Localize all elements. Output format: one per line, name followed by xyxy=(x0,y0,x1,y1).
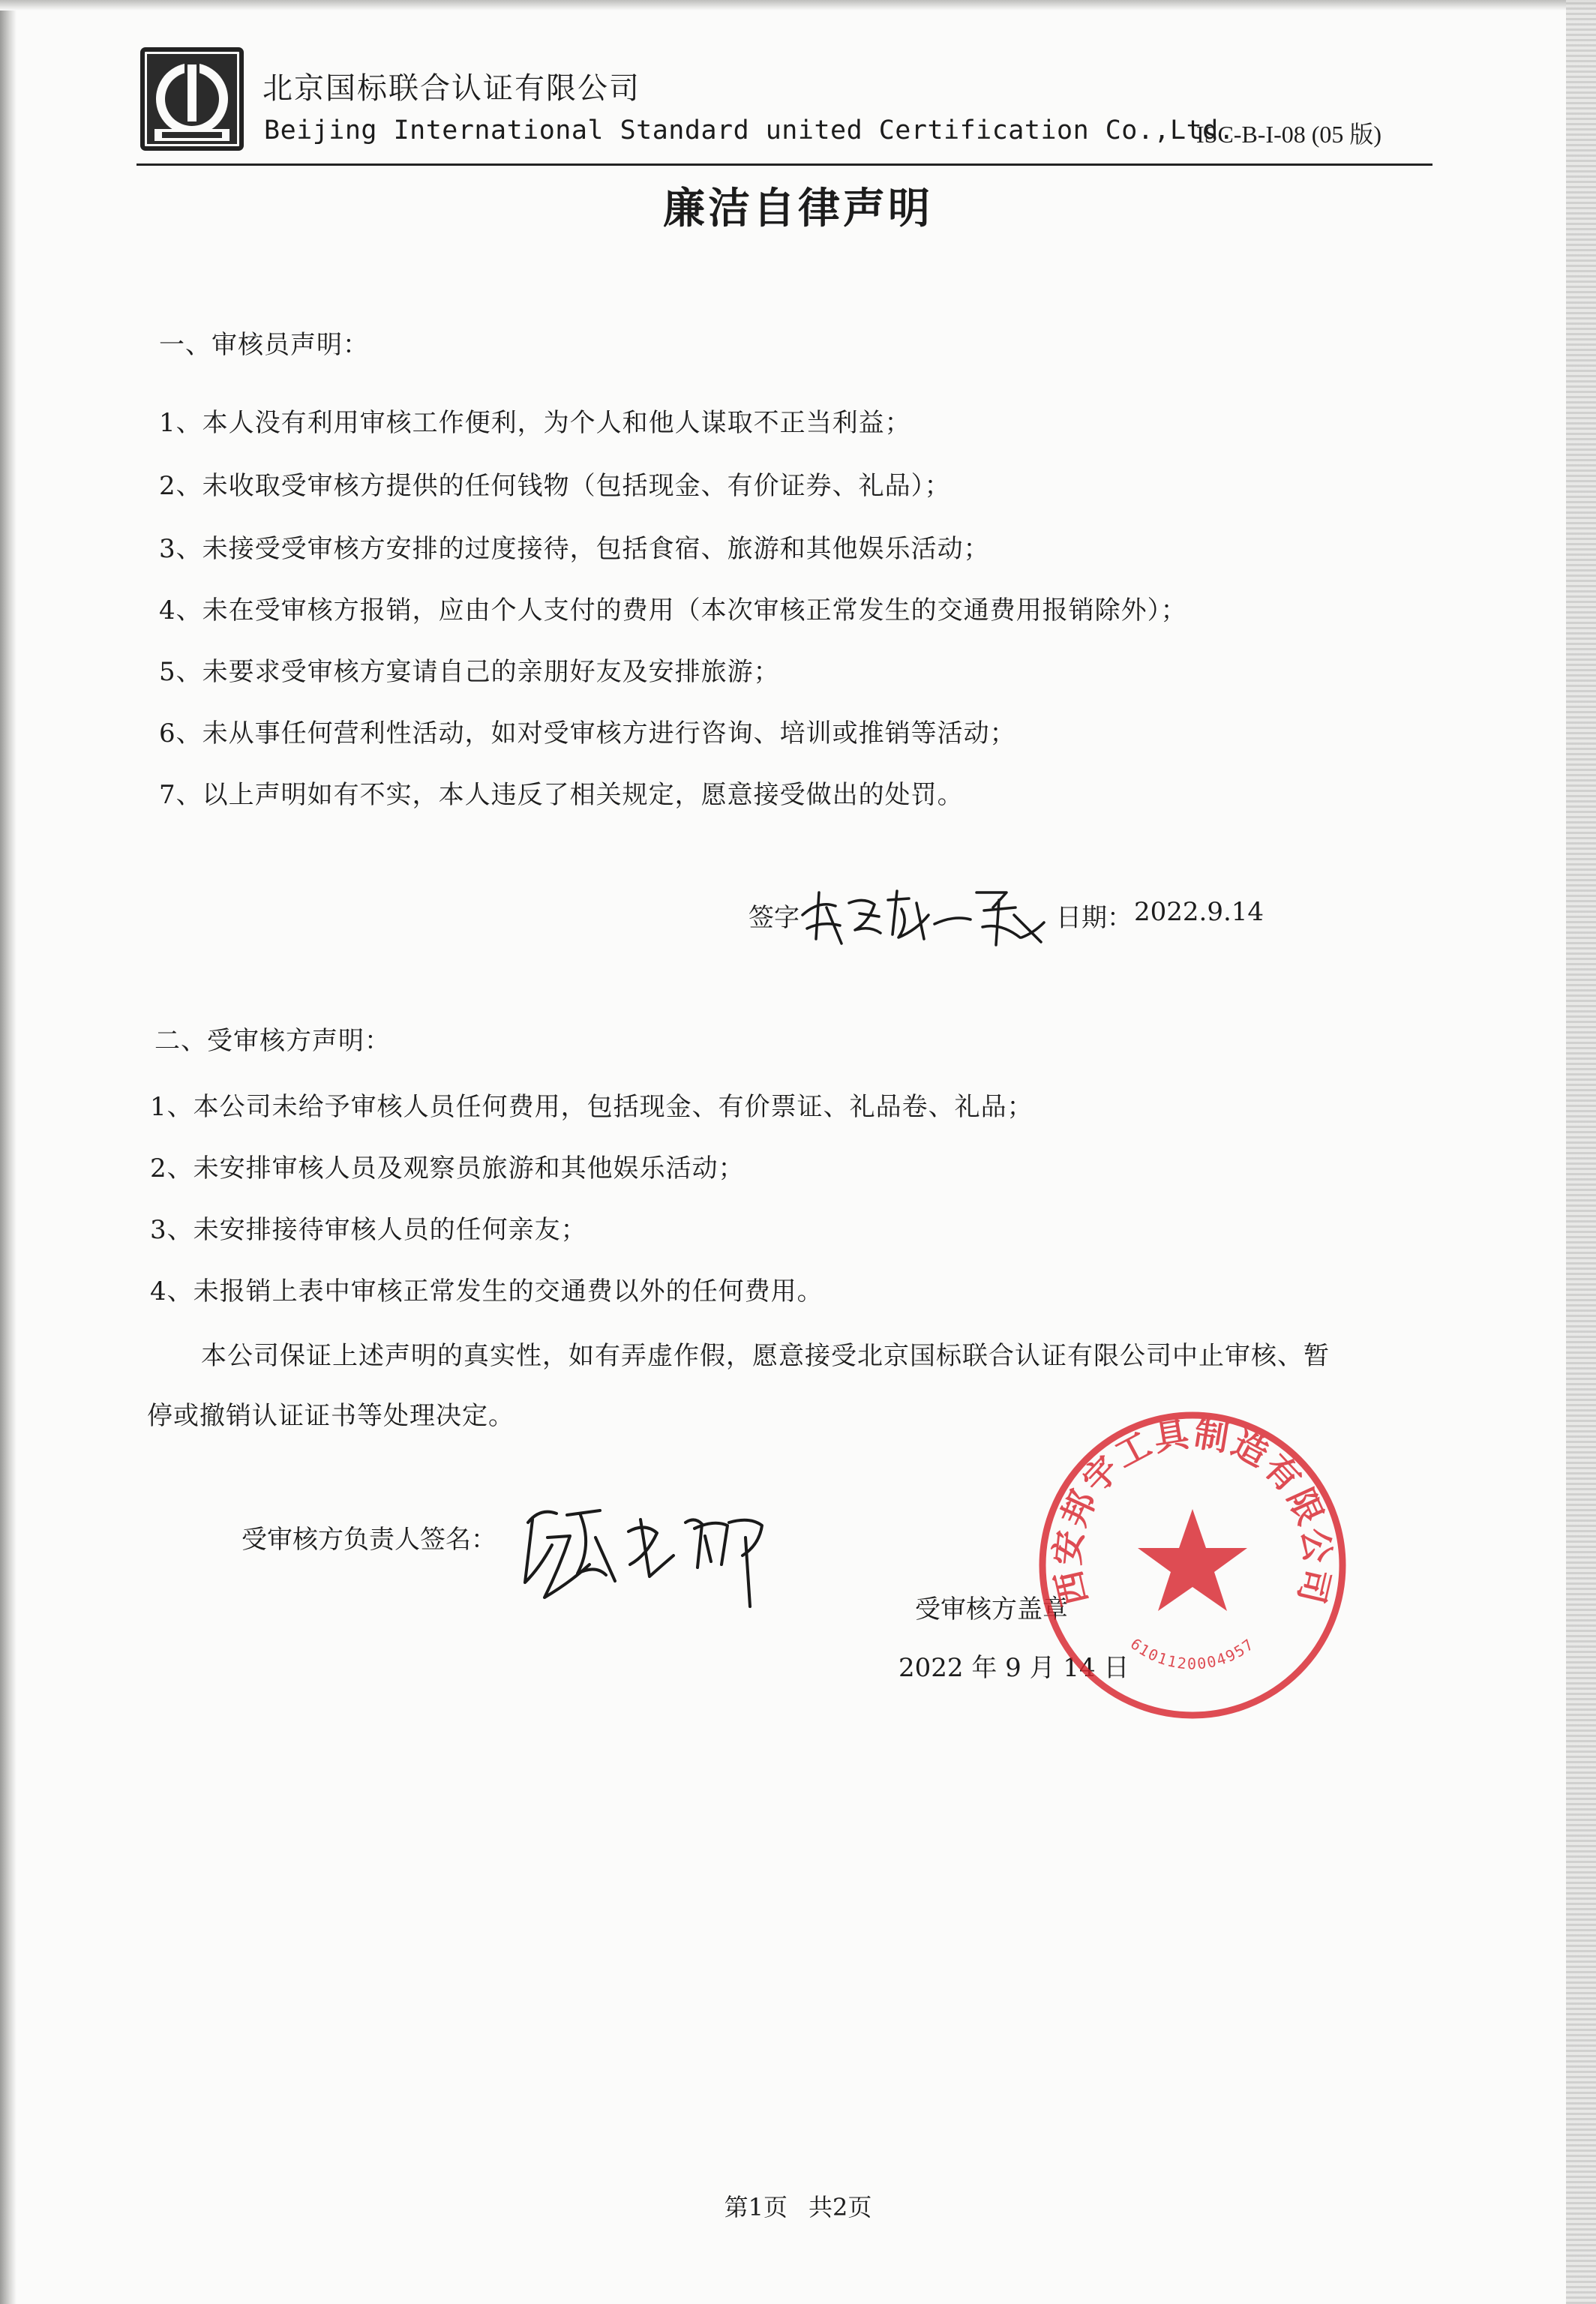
company-name-cn: 北京国标联合认证有限公司 xyxy=(262,71,640,106)
auditor-item: 5、未要求受审核方宴请自己的亲朋好友及安排旅游； xyxy=(159,657,780,687)
scan-edge-top xyxy=(0,0,1596,10)
company-name-en: Beijing International Standard united Certification Co.,Ltd. xyxy=(264,116,1235,146)
company-logo-icon xyxy=(140,46,244,152)
auditor-heading: 一、审核员声明： xyxy=(159,330,369,360)
seal-company-name: 西安邦宇工具制造有限公司 xyxy=(1046,1413,1339,1610)
svg-text:6101120004957 xyxy=(1127,1635,1258,1673)
auditee-heading: 二、受审核方声明： xyxy=(154,1026,391,1056)
scan-edge-left xyxy=(0,0,16,2304)
auditee-item: 1、本公司未给予审核人员任何费用，包括现金、有价票证、礼品卷、礼品； xyxy=(150,1092,1034,1122)
company-seal xyxy=(1031,1404,1354,1726)
auditor-date-label: 日期： xyxy=(1056,903,1132,933)
auditor-date-value: 2022.9.14 xyxy=(1134,897,1264,927)
auditor-signature xyxy=(796,870,1052,952)
document-code: ISC-B-I-08 (05 版) xyxy=(1196,121,1382,148)
page-total: 共2页 xyxy=(808,2193,872,2222)
auditee-signature xyxy=(518,1492,788,1612)
auditee-item: 4、未报销上表中审核正常发生的交通费以外的任何费用。 xyxy=(150,1276,824,1306)
seal-number: 6101120004957 xyxy=(1126,1634,1258,1673)
guarantee-paragraph-cont: 停或撤销认证证书等处理决定。 xyxy=(147,1401,514,1431)
auditor-item: 2、未收取受审核方提供的任何钱物（包括现金、有价证券、礼品）； xyxy=(159,471,951,501)
auditee-signature-label: 受审核方负责人签名： xyxy=(242,1525,496,1555)
auditor-item: 6、未从事任何营利性活动，如对受审核方进行咨询、培训或推销等活动； xyxy=(159,718,1016,748)
page-footer xyxy=(0,2188,1596,2223)
page-number: 第1页 xyxy=(724,2193,788,2222)
page-title: 廉洁自律声明 xyxy=(663,184,933,233)
auditee-date: 2022 年 9 月 14 日 xyxy=(898,1653,1130,1683)
auditor-item: 1、本人没有利用审核工作便利，为个人和他人谋取不正当利益； xyxy=(159,408,911,438)
guarantee-paragraph: 本公司保证上述声明的真实性，如有弄虚作假，愿意接受北京国标联合认证有限公司中止审核、暂 xyxy=(201,1341,1330,1371)
auditee-item: 2、未安排审核人员及观察员旅游和其他娱乐活动； xyxy=(150,1154,745,1184)
auditee-item: 3、未安排接待审核人员的任何亲友； xyxy=(150,1215,587,1245)
auditor-item: 7、以上声明如有不实，本人违反了相关规定，愿意接受做出的处罚。 xyxy=(159,780,964,810)
auditee-seal-label: 受审核方盖章 xyxy=(915,1594,1068,1624)
auditor-signature-label: 签字 xyxy=(748,903,800,933)
scan-edge-right xyxy=(1566,0,1596,2304)
auditor-item: 3、未接受受审核方安排的过度接待，包括食宿、旅游和其他娱乐活动； xyxy=(159,534,990,564)
header-divider xyxy=(136,164,1432,166)
auditor-item: 4、未在受审核方报销，应由个人支付的费用（本次审核正常发生的交通费用报销除外）； xyxy=(159,596,1187,626)
